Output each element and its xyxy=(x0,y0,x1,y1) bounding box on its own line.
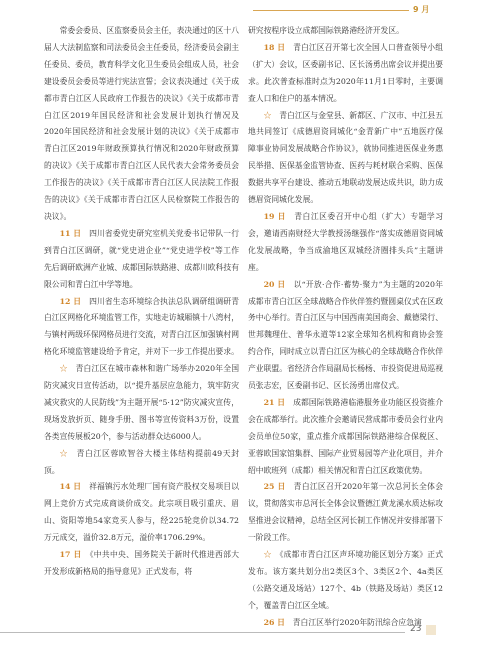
entry-paragraph xyxy=(44,23,239,226)
entry-text: 成都国际铁路港临港服务业功能区投资推介会在成都举行。此次推介会邀请民营成都市委员会行业内会员单位50家，重点推介成都国际铁路港综合保税区、亚蓉欧国家馆集群、国际产业贸易园等产业化项目，并介绍中欧班列（成都）相关情况和青白江区政策优势。 xyxy=(248,397,443,475)
page-number: 23 xyxy=(410,624,422,634)
entry-paragraph xyxy=(248,395,443,480)
entry-text: 青白江区在城市森林和谐广场举办2020年全国防灾减灾日宣传活动，以“提升基层应急能力，筑牢防灾减灾救灾的人民防线”为主题开展“5·12”防灾减灾宣传，现场发放折页、随身手册、图书等宣传资料3万份，设置各类宣传展板20个，参与活动群众达6000人。 xyxy=(44,364,240,441)
entry-paragraph xyxy=(44,361,239,446)
entry-date: 11 日 xyxy=(59,228,82,238)
entry-text: 研究按程序设立成都国际铁路港经济开发区。 xyxy=(248,26,404,35)
entry-text: 青白江区与金堂县、新都区、广汉市、中江县五地共同签订《成德眉资同城化“金青新广中”五地医疗保障事业协同发展战略合作协议》，就协同推进医保业务惠民举措、医保基金监管协查、医药与耗材联合采购、医保数据共享平台建设、推动五地联动发展达成共识，助力成德眉资同城化发展。 xyxy=(248,110,444,205)
footer-corner-mark xyxy=(426,625,436,635)
entry-text: 青白江区召开2020年第一次总河长全体会议，贯彻落实市总河长全体会议暨德江黄龙溪水质达标攻坚推进会议精神，总结全区河长制工作情况并安排部署下一阶段工作。 xyxy=(248,482,443,543)
page-header xyxy=(0,0,480,22)
entry-paragraph xyxy=(248,40,443,108)
entry-paragraph xyxy=(44,547,239,581)
entry-text: 青白江区委召开中心组（扩大）专题学习会，邀请西南财经大学教授汤继强作“落实成德眉资同城化发展战略，争当成渝地区双城经济圈排头兵”主题讲座。 xyxy=(248,211,443,272)
entry-paragraph xyxy=(248,547,443,615)
header-rule xyxy=(253,10,409,11)
header-month: 9 月 xyxy=(413,5,430,14)
entry-paragraph xyxy=(248,108,443,209)
right-column xyxy=(248,23,443,632)
entry-date: 17 日 xyxy=(59,550,82,560)
left-column xyxy=(44,23,239,581)
entry-paragraph xyxy=(44,446,239,480)
entry-date: 26 日 xyxy=(263,617,285,627)
entry-date: 25 日 xyxy=(263,482,286,492)
entry-text: 常委会委员、区监察委员会主任，表决通过的区十八届人大法制监察和司法委员会主任委员，经济委员会副主任委员、委员，教育科学文化卫生委员会组成人员，社会建设委员会委员等进行宪法宣誓；会议表决通过《关于成都市青白江区人民政府工作报告的决议》《关于成都市青白江区2019年国民经济和社会发展计划执行情况及2020年国民经济和社会发展计划的决议》《关于成都市青白江区2019年财政预算执行情况和2020年财政预算的决议》《关于成都市青白江区人民代表大会常务委员会工作报告的决议》《关于成都市青白江区人民法院工作报告的决议》《关于成都市青白江区人民检察院工作报告的决议》。 xyxy=(44,26,239,221)
entry-text: 青白江区召开第七次全国人口普查领导小组（扩大）会议，区委副书记、区长汤勇出席会议并提出要求。此次普查标准时点为2020年11月1日零时，主要调查人口和住户的基本情况。 xyxy=(248,42,443,103)
entry-date: 20 日 xyxy=(263,279,286,289)
entry-text: 四川省生态环境综合执法总队调研组调研青白江区网格化环境监管工作，实地走访城厢镇十八湾村，与镇村两级环保网格员进行交流，对青白江区加强镇村网格化环境监管建设给予肯定，并对下一步工作提出要求。 xyxy=(44,296,239,357)
entry-text: 青白江区蓉欧智谷大楼主体结构提前49天封顶。 xyxy=(44,448,240,475)
entry-paragraph xyxy=(248,479,443,547)
entry-paragraph xyxy=(248,23,443,40)
entry-date: 14 日 xyxy=(59,482,82,492)
star-icon: ☆ xyxy=(263,110,272,120)
entry-text: 青白江区举行2020年防汛综合应急演 xyxy=(292,617,422,627)
footer-rule xyxy=(0,632,405,633)
entry-paragraph xyxy=(44,226,239,294)
entry-date: 18 日 xyxy=(263,42,286,52)
entry-text: 《成都市青白江区声环境功能区划分方案》正式发布。该方案共划分出2类区3个、3类区2个、4a类区（公路交通及场站）127个、4b（铁路及场站）类区12个，覆盖青白江区全域。 xyxy=(248,550,444,610)
entry-date: 19 日 xyxy=(263,211,286,221)
entry-paragraph xyxy=(248,277,443,395)
entry-text: 四川省委党史研究室机关党委书记带队一行到青白江区调研，就“党史进企业”“党史进学校”等工作先后调研欧洲产业城、成都国际铁路港、成都川欧科技有限公司和青白江中学等地。 xyxy=(44,228,239,289)
entry-paragraph xyxy=(44,294,239,362)
entry-paragraph xyxy=(248,209,443,277)
entry-date: 12 日 xyxy=(59,296,82,306)
entry-text: 《中共中央、国务院关于新时代推进西部大开发形成新格局的指导意见》正式发布，将 xyxy=(44,550,239,576)
star-icon: ☆ xyxy=(263,550,272,560)
star-icon: ☆ xyxy=(59,448,69,458)
entry-text: 祥福镇污水处理厂国有资产股权交易项目以网上竞价方式完成商谈价成交。此宗项目吸引重庆、眉山、资阳等地54家竞买人参与，经225轮竞价以34.72万元成交，溢价32.8万元，溢价率1706.29%。 xyxy=(44,482,239,543)
entry-date: 21 日 xyxy=(263,397,286,407)
star-icon: ☆ xyxy=(59,364,68,374)
entry-paragraph xyxy=(44,479,239,547)
entry-text: 以“开放·合作·蓄势·聚力”为主题的2020年成都市青白江区全球战略合作伙伴签约暨圆桌仪式在区政务中心举行。青白江区与中国西南美国商会、戴德梁行、世邦魏理仕、普华永道等12家全球知名机构和商协会签约合作，同时成立以青白江区为核心的全球战略合作伙伴产业联盟。省经济合作局副局长杨杨、市投资促进局巡视员张志宏，区委副书记、区长汤勇出席仪式。 xyxy=(248,279,444,391)
